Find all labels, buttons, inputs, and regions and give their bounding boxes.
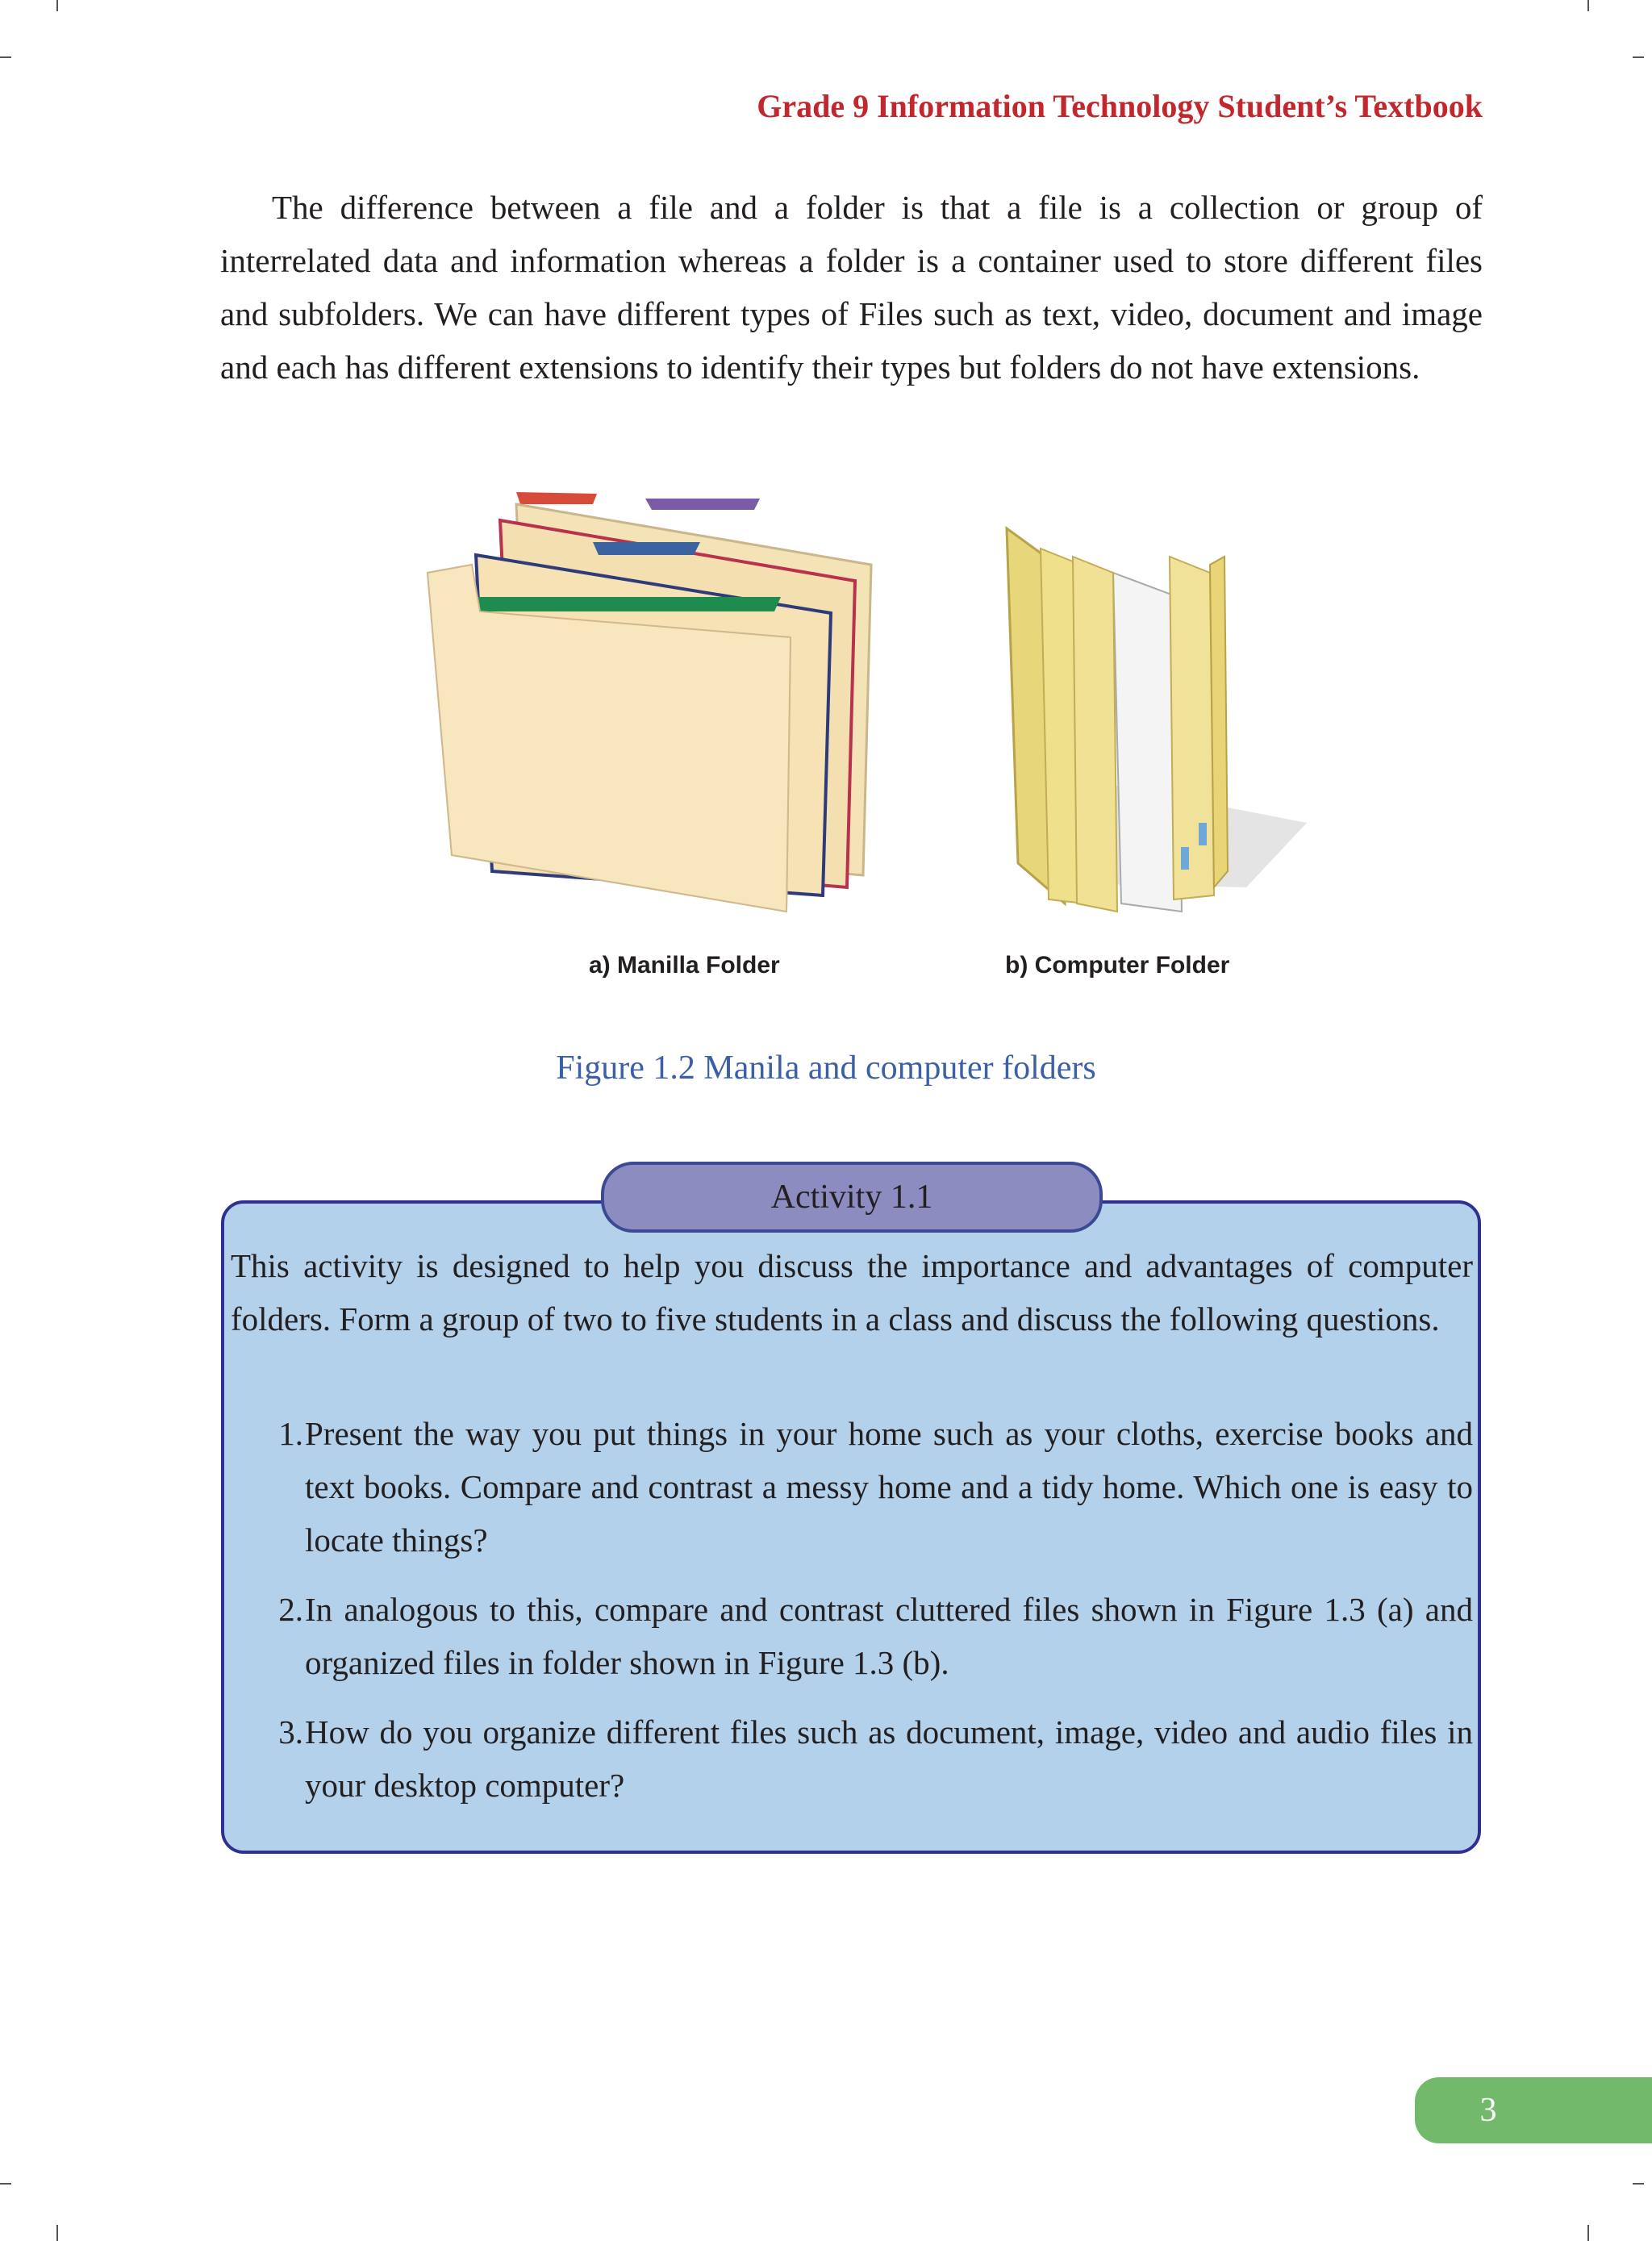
- question-number: 1.: [278, 1415, 303, 1452]
- manilla-blue-tab: [593, 542, 700, 555]
- activity-title: Activity 1.1: [601, 1162, 1103, 1233]
- crop-mark-right-bottom: [1633, 2183, 1644, 2185]
- question-text: In analogous to this, compare and contrast cluttered files shown in Figure 1.3 (a) and organized files in folder shown in Figure 1.3 (b).: [305, 1591, 1473, 1681]
- computer-folder-image: [1007, 528, 1307, 912]
- question-text: How do you organize different files such as document, image, video and audio files in your desktop computer?: [305, 1713, 1473, 1804]
- manilla-red-tab: [516, 492, 597, 504]
- crop-mark-bottom-right: [1587, 2225, 1589, 2241]
- manilla-green-tab: [472, 597, 781, 611]
- body-paragraph: The difference between a file and a folder is that a file is a collection or group of interrelated data and information whereas a folder is a container used to store different files and subfolders. We can have different types of Files such as text, video, document and image and each has different extensions to identify their types but folders do not have extensions.: [220, 189, 1483, 386]
- question-text: Present the way you put things in your home such as your cloths, exercise books and text books. Compare and contrast a messy home and a tidy home. Which one is easy to locate things?: [305, 1415, 1473, 1559]
- activity-question-2: [258, 1583, 1473, 1689]
- question-number: 3.: [278, 1713, 303, 1751]
- figure-label-manilla: a) Manilla Folder: [589, 952, 780, 979]
- figure-illustration: [0, 0, 1652, 1000]
- activity-intro: This activity is designed to help you discuss the importance and advantages of computer folders. Form a group of two to five students in a class and discuss the following questions.: [231, 1247, 1473, 1338]
- activity-question-1: [258, 1407, 1473, 1567]
- crop-mark-bottom-left: [56, 2225, 58, 2241]
- page-number-tab: [1415, 2077, 1652, 2143]
- manilla-purple-tab: [645, 499, 760, 510]
- activity-question-3: [258, 1705, 1473, 1812]
- figure-caption: Figure 1.2 Manila and computer folders: [556, 1050, 1096, 1087]
- figure-label-computer: b) Computer Folder: [1005, 952, 1230, 979]
- page-number: 3: [1479, 2092, 1497, 2129]
- running-header: Grade 9 Information Technology Student’s Textbook: [757, 88, 1483, 124]
- question-number: 2.: [278, 1591, 303, 1628]
- manilla-folder-image: [428, 492, 871, 912]
- crop-mark-left-bottom: [0, 2183, 11, 2185]
